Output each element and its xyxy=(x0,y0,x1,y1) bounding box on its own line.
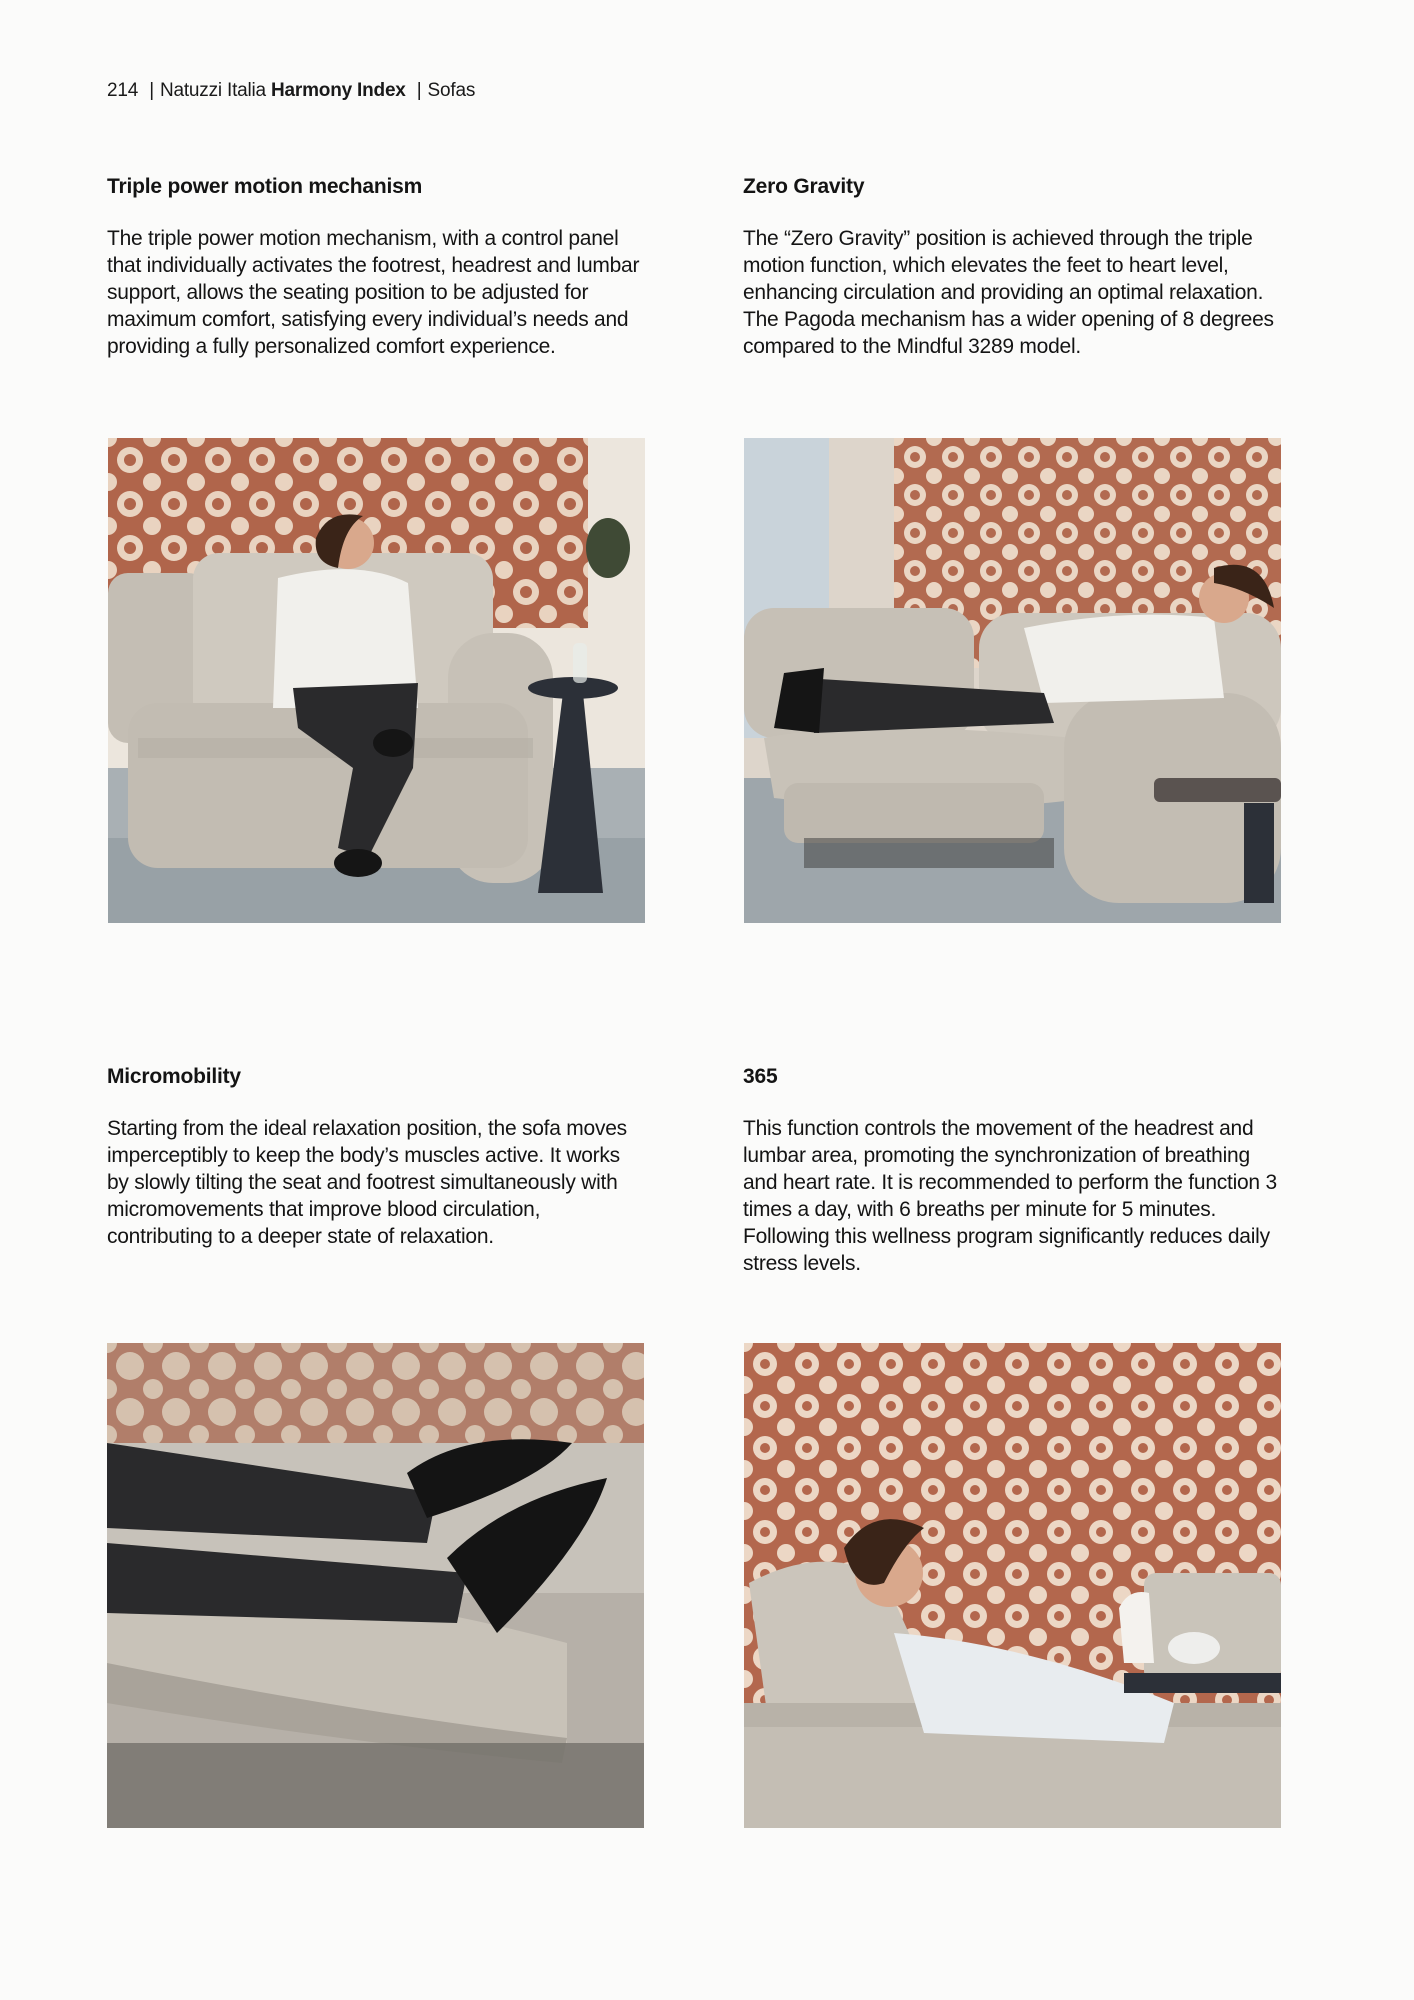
photo-zero-gravity-recliner xyxy=(744,438,1281,923)
feature-section-micromobility xyxy=(107,1065,647,1250)
section-body: The triple power motion mechanism, with a control panel that individually activates the footrest, headrest and lumbar support, allows the seating position to be adjusted for maximum comfort, satisfying every individual’s needs and providing a fully personalized comfort experience. xyxy=(107,227,640,358)
section-title: Micromobility xyxy=(107,1065,241,1088)
category-name: Sofas xyxy=(427,80,476,101)
section-title: Triple power motion mechanism xyxy=(107,175,423,198)
section-body: This function controls the movement of the headrest and lumbar area, promoting the synchronization of breathing and heart rate. It is recommended to perform the function 3 times a day, with 6 breaths per minute for 5 minutes. Following this wellness program significantly reduces daily stress levels. xyxy=(743,1117,1277,1275)
section-title: 365 xyxy=(743,1065,778,1088)
page-header xyxy=(107,80,475,102)
header-divider: | xyxy=(149,80,154,101)
feature-section-triple-power xyxy=(107,175,647,360)
feature-section-365 xyxy=(743,1065,1283,1277)
section-body: Starting from the ideal relaxation position, the sofa moves imperceptibly to keep the body’s muscles active. It works by slowly tilting the seat and footrest simultaneously with micromovements that improve blood circulation, contributing to a deeper state of relaxation. xyxy=(107,1117,627,1248)
photo-micromobility-footrest xyxy=(107,1343,644,1828)
section-title: Zero Gravity xyxy=(743,175,865,198)
photo-triple-power-recliner xyxy=(108,438,645,923)
section-body: The “Zero Gravity” position is achieved through the triple motion function, which elevates the feet to heart level, enhancing circulation and providing an optimal relaxation. The Pagoda mechanism has a wider opening of 8 degrees compared to the Mindful 3289 model. xyxy=(743,227,1274,358)
brand-name: Natuzzi Italia xyxy=(159,80,266,101)
page-number: 214 xyxy=(107,80,139,101)
photo-365-headrest xyxy=(744,1343,1281,1828)
feature-section-zero-gravity xyxy=(743,175,1283,360)
collection-name: Harmony Index xyxy=(271,80,406,101)
header-divider: | xyxy=(416,80,422,101)
